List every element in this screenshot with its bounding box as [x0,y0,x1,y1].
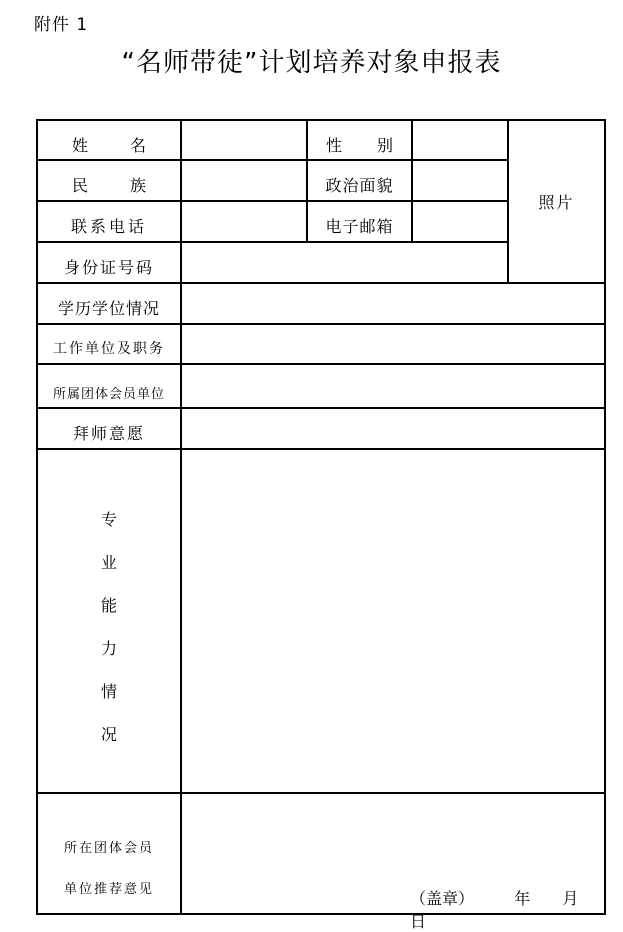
ability-label-char: 情 [100,682,117,701]
name-label-char: 名 [129,135,146,155]
recommend-label [38,794,180,913]
month-label: 月 [562,889,579,908]
ability-label-char: 力 [100,639,117,658]
ethnicity-label [38,161,180,200]
work-label: 工作单位及职务 [53,341,165,357]
id-input[interactable] [182,243,507,282]
phone-label: 联系电话 [70,217,147,236]
form-title: “名师带徒”计划培养对象申报表 [121,48,502,78]
education-label: 学历学位情况 [57,299,160,318]
photo-box[interactable]: 照片 [538,193,575,212]
gender-input[interactable] [413,121,507,159]
political-label: 政治面貌 [325,176,394,195]
email-input[interactable] [413,202,507,241]
ethnicity-label-char: 族 [129,176,146,195]
member-unit-input[interactable] [182,365,604,407]
ability-input[interactable] [182,450,604,792]
year-label: 年 [514,889,531,908]
ability-label-char: 业 [100,553,117,572]
table-border-right [604,119,606,915]
recommend-input[interactable] [182,794,604,884]
ethnicity-label-char: 民 [72,176,89,195]
apprentice-input[interactable] [182,409,604,448]
recommend-label-line: 单位推荐意见 [63,881,154,897]
ethnicity-input[interactable] [182,161,306,200]
name-input[interactable] [182,121,306,159]
ability-label-char: 况 [100,725,117,744]
ability-label [38,450,180,792]
attachment-label: 附件 1 [34,15,89,35]
name-label [38,121,180,159]
apprentice-label: 拜师意愿 [72,424,145,443]
ability-label-char: 能 [100,596,117,615]
ability-label-char: 专 [100,510,117,529]
recommend-label-line: 所在团体会员 [63,840,154,856]
member-unit-label: 所属团体会员单位 [52,386,165,402]
gender-label-char: 性 [326,135,343,155]
seal-label: （盖章） [410,889,475,908]
gender-label [308,121,411,159]
education-input[interactable] [182,284,604,323]
phone-input[interactable] [182,202,306,241]
day-label: 日 [410,912,427,931]
name-label-char: 姓 [72,135,89,155]
id-label: 身份证号码 [63,258,154,277]
seal-date-line [410,886,623,932]
email-label: 电子邮箱 [325,217,394,236]
work-input[interactable] [182,325,604,363]
gender-label-char: 别 [376,135,393,155]
political-input[interactable] [413,161,507,200]
